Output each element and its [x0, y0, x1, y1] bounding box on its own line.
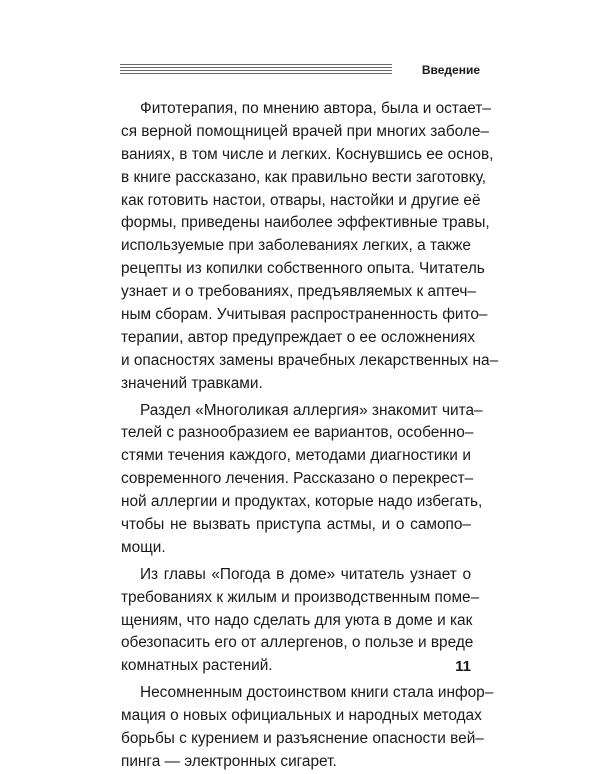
text-line: пинга — электронных сигарет. [121, 752, 337, 770]
text-line: формы, приведены наиболее эффективные травы, [121, 214, 490, 232]
paragraph [121, 564, 480, 678]
paragraph [121, 400, 483, 560]
text-line: требованиях к жилым и производственным поме– [121, 588, 480, 606]
text-line: борьбы с курением и разъяснение опасности вей– [121, 730, 484, 748]
text-line: мощи. [121, 538, 166, 556]
text-line: терапии, автор предупреждает о ее осложнениях [121, 328, 476, 346]
paragraph [121, 98, 499, 396]
text-line: стями течения каждого, методами диагностики и [121, 447, 471, 465]
text-line: Несомненным достоинством книги стала инфор– [140, 684, 494, 702]
text-line: узнает и о требованиях, предъявляемых к аптеч– [121, 283, 476, 301]
text-line: современного лечения. Рассказано о перекрест– [121, 470, 474, 488]
text-line: Из главы «Погода в доме» читатель узнает о [140, 565, 471, 583]
text-line: ваниях, в том числе и легких. Коснувшись ее основ, [121, 145, 494, 163]
text-line: телей с разнообразием ее вариантов, особенно– [121, 424, 474, 442]
text-line: и опасностях замены врачебных лекарственных на– [121, 351, 499, 369]
text-line: чтобы не вызвать приступа астмы, и о самопо– [121, 516, 471, 534]
header-decorative-rule [120, 64, 392, 75]
text-line: ной аллергии и продуктах, которые надо избегать, [121, 493, 483, 511]
text-line: мация о новых официальных и народных методах [121, 707, 482, 725]
text-line: Раздел «Многоликая аллергия» знакомит чита– [140, 401, 483, 419]
running-header-title: Введение [421, 63, 480, 77]
text-line: значений травками. [121, 374, 263, 392]
text-line: комнатных растений. [121, 657, 273, 675]
page-number: 11 [455, 658, 471, 675]
text-line: щениям, что надо сделать для уюта в доме и как [121, 611, 473, 629]
text-line: Фитотерапия, по мнению автора, была и остает– [140, 100, 491, 117]
text-line: ным сборам. Учитывая распространенность фито– [121, 306, 488, 324]
paragraph [121, 682, 494, 774]
text-line: ся верной помощницей врачей при многих заболе– [121, 122, 489, 140]
text-line: используемые при заболеваниях легких, а также [121, 237, 471, 255]
text-line: в книге рассказано, как правильно вести заготовку, [121, 168, 487, 186]
text-line: как готовить настои, отвары, настойки и другие её [121, 191, 481, 209]
text-line: рецепты из копилки собственного опыта. Читатель [121, 260, 485, 278]
text-line: обезопасить его от аллергенов, о пользе и вреде [121, 634, 474, 652]
body-text [121, 98, 499, 774]
